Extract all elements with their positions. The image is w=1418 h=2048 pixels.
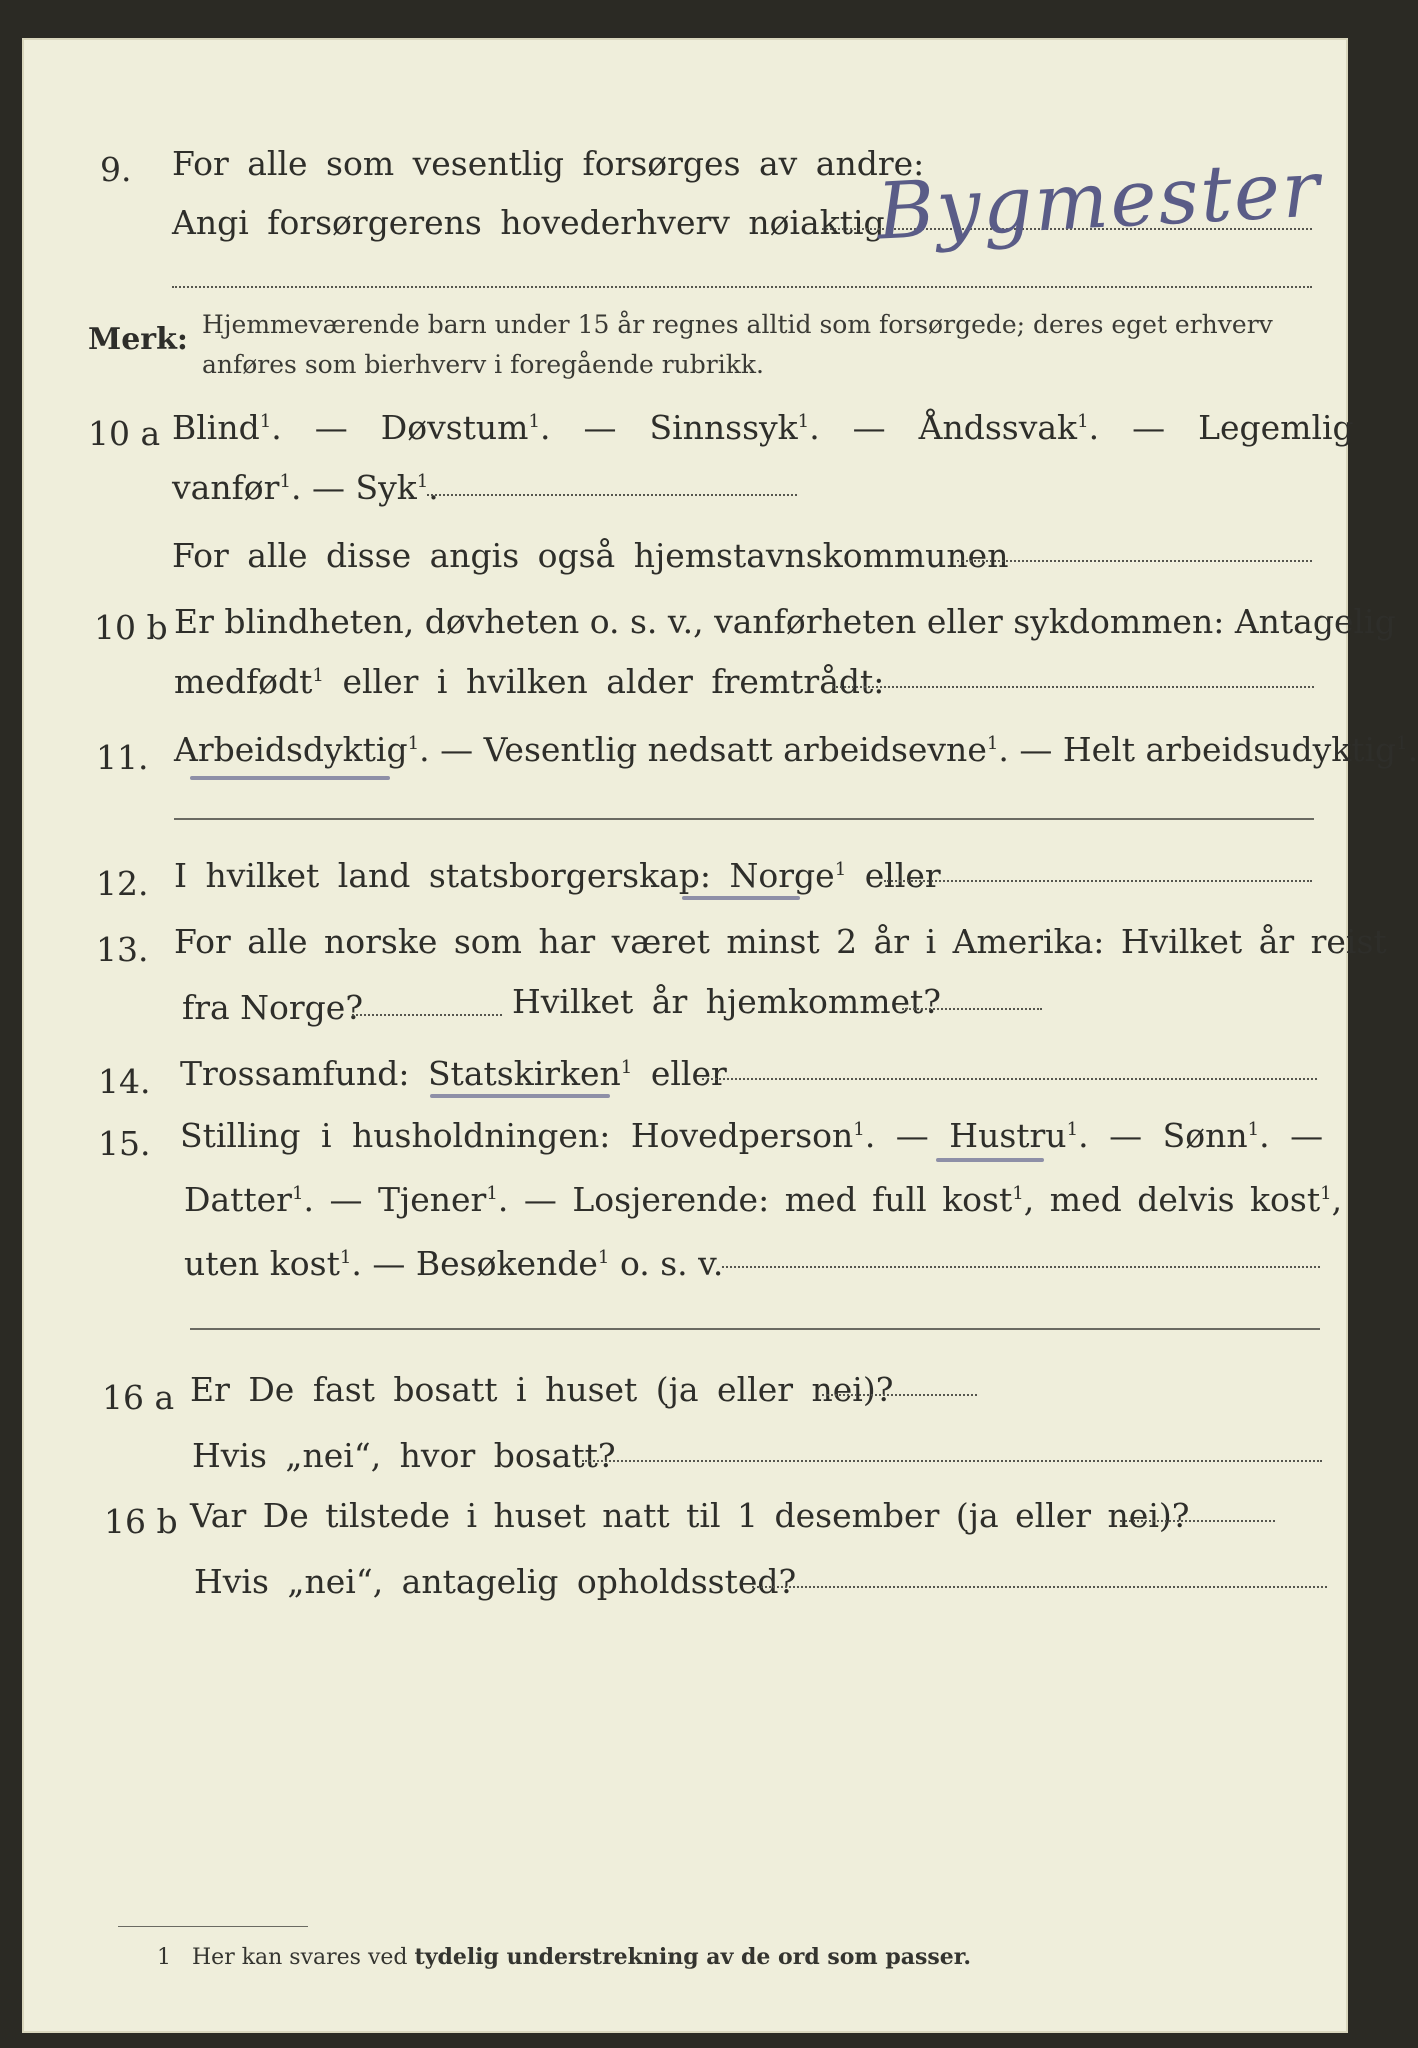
q9-handwritten-answer: Bygmester <box>874 144 1324 258</box>
footnote <box>157 1944 971 1970</box>
opt-besokende: Besøkende <box>415 1244 598 1283</box>
q16b-opholdssted-line <box>752 1586 1327 1588</box>
q16b-line1: Var De tilstede i huset natt til 1 desember (ja eller nei)? <box>190 1496 1190 1535</box>
census-form-page <box>22 38 1418 2033</box>
q10a-line1: Blind$^1$. — Døvstum$^1$. — Sinnssyk$^1$. — Åndssvak$^1$. — Legemlig <box>172 408 1354 447</box>
q15-line3: uten kost$^1$. — Besøkende$^1$ o. s. v. <box>184 1244 724 1283</box>
q14-text: Trossamfund: <box>180 1054 410 1093</box>
q16a-line1: Er De fast bosatt i huset (ja eller nei)? <box>190 1370 894 1409</box>
opt-legemlig: Legemlig <box>1198 408 1354 447</box>
q12-eller: eller <box>864 856 941 895</box>
q11-separator <box>174 818 1314 820</box>
q10b-line2-rest: eller i hvilken alder fremtrådt: <box>342 662 885 701</box>
q12-number: 12. <box>96 864 149 903</box>
q15-osv: o. s. v. <box>619 1244 724 1283</box>
q14-answer-line <box>702 1078 1317 1080</box>
q13-part-b: Hvilket år hjemkommet? <box>512 982 941 1021</box>
q14-pencil-underline <box>430 1094 610 1098</box>
opt-arbeidsdyktig: Arbeidsdyktig <box>174 730 408 769</box>
q10a-number: 10 a <box>88 414 161 453</box>
q9-blank-line <box>172 286 1312 288</box>
q16a-number: 16 a <box>102 1378 175 1417</box>
q13-part-a: fra Norge? <box>182 988 364 1027</box>
opt-datter: Datter <box>184 1180 292 1219</box>
opt-dovstum: Døvstum <box>380 408 529 447</box>
q9-number: 9. <box>100 150 132 189</box>
opt-full-kost: med full kost <box>784 1180 1013 1219</box>
opt-andssvak: Åndssvak <box>918 408 1078 447</box>
q13-reist-line <box>352 1014 502 1016</box>
q12-text: I hvilket land statsborgerskap: <box>174 856 712 895</box>
q10b-line2: medfødt$^1$ eller i hvilken alder fremtrådt: <box>174 662 885 701</box>
q9-line1: For alle som vesentlig forsørges av andre: <box>172 144 925 183</box>
q15-separator <box>190 1328 1320 1330</box>
opt-blind: Blind <box>172 408 260 447</box>
opt-syk: Syk <box>355 468 417 507</box>
q14-number: 14. <box>98 1062 151 1101</box>
q14-eller: eller <box>650 1054 727 1093</box>
opt-medfodt: medfødt <box>174 662 313 701</box>
merk-label: Merk: <box>88 322 188 357</box>
q10b-line1: Er blindheten, døvheten o. s. v., vanførheten eller sykdommen: Antagelig <box>174 602 1396 641</box>
q15-line2: Datter$^1$. — Tjener$^1$. — Losjerende: med full kost$^1$, med delvis kost$^1$, <box>184 1180 1343 1219</box>
q11-number: 11. <box>96 738 149 777</box>
footnote-text-a: Her kan svares ved <box>191 1945 408 1970</box>
q15-answer-line <box>722 1266 1320 1268</box>
q13-number: 13. <box>96 930 149 969</box>
q16a-line2: Hvis „nei“, hvor bosatt? <box>192 1436 616 1475</box>
opt-udyktig: Helt arbeidsudyktig <box>1062 730 1397 769</box>
opt-tjener: Tjener <box>378 1180 487 1219</box>
opt-vanfor: vanfør <box>172 468 280 507</box>
q13-line1: For alle norske som har været minst 2 år i Amerika: Hvilket år reist <box>174 922 1387 961</box>
opt-hovedperson: Hovedperson <box>630 1116 854 1155</box>
opt-nedsatt: Vesentlig nedsatt arbeidsevne <box>483 730 987 769</box>
footnote-text-b: tydelig understrekning av de ord som passer. <box>414 1944 971 1970</box>
opt-statskirken: Statskirken <box>427 1054 621 1093</box>
opt-delvis-kost: med delvis kost <box>1049 1180 1321 1219</box>
merk-line1: Hjemmeværende barn under 15 år regnes alltid som forsørgede; deres eget erhverv <box>202 310 1273 339</box>
q13-hjemkommet-line <box>902 1008 1042 1010</box>
q15-number: 15. <box>98 1124 151 1163</box>
merk-line2: anføres som bierhverv i foregående rubrikk. <box>202 350 764 379</box>
opt-hustru: Hustru <box>949 1116 1067 1155</box>
q10a-line2: vanfør$^1$. — Syk$^1$. <box>172 468 439 507</box>
q12-line: I hvilket land statsborgerskap: Norge$^1$ eller <box>174 856 941 895</box>
q10a-kommune-line <box>957 560 1312 562</box>
q10b-answer-line <box>832 686 1314 688</box>
q16a-bosatt-line <box>582 1460 1322 1462</box>
q15-text: Stilling i husholdningen: <box>180 1116 611 1155</box>
q15-line1: Stilling i husholdningen: Hovedperson$^1$. — Hustru$^1$. — Sønn$^1$. — <box>180 1116 1324 1155</box>
opt-losjerende: Losjerende: <box>572 1180 770 1219</box>
q10a-syk-line <box>427 494 797 496</box>
opt-sinnssyk: Sinnssyk <box>649 408 798 447</box>
footnote-mark: 1 <box>157 1945 171 1970</box>
q10b-number: 10 b <box>94 608 168 647</box>
q15-pencil-underline <box>936 1158 1044 1162</box>
opt-norge: Norge <box>729 856 835 895</box>
q12-pencil-underline <box>682 896 800 900</box>
q16a-answer-line <box>822 1394 977 1396</box>
q9-line2: Angi forsørgerens hovederhverv nøiaktig <box>172 203 885 242</box>
q11-pencil-underline <box>190 776 390 780</box>
footnote-rule <box>118 1926 308 1927</box>
q12-answer-line <box>884 880 1312 882</box>
q14-line: Trossamfund: Statskirken$^1$ eller <box>180 1054 727 1093</box>
q16b-answer-line <box>1120 1520 1275 1522</box>
q16b-line2: Hvis „nei“, antagelig opholdssted? <box>194 1562 797 1601</box>
q11-line: Arbeidsdyktig$^1$. — Vesentlig nedsatt arbeidsevne$^1$. — Helt arbeidsudyktig$^1$. <box>174 730 1418 769</box>
q16b-number: 16 b <box>104 1502 178 1541</box>
opt-sonn: Sønn <box>1162 1116 1248 1155</box>
q10a-line3: For alle disse angis også hjemstavnskommunen <box>172 536 1009 575</box>
opt-uten-kost: uten kost <box>184 1244 340 1283</box>
